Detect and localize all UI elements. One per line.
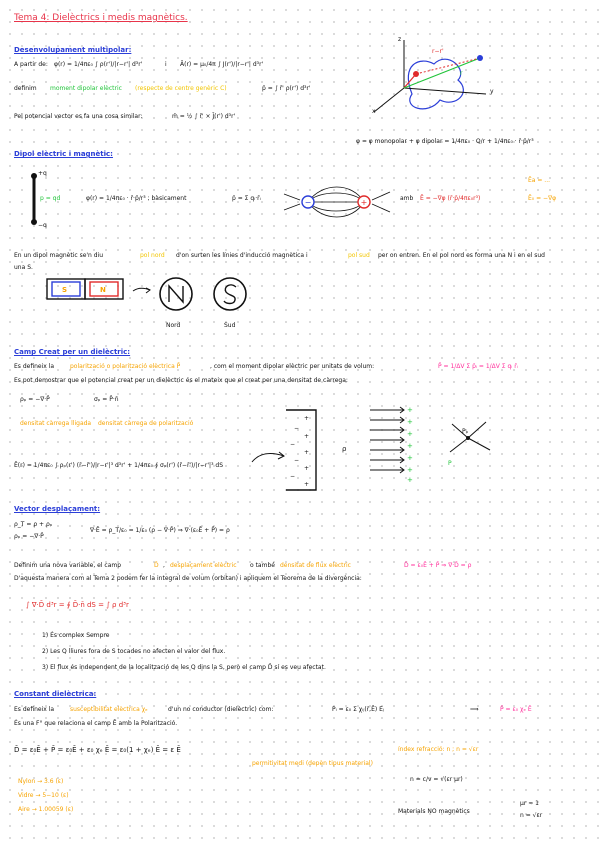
svg-text:+: + xyxy=(407,454,413,462)
formula-n-eq: n = c/v = √(εr μr) xyxy=(410,776,463,783)
heading-dipol: Dipol elèctric i magnètic: xyxy=(14,150,113,158)
text-a-partir: A partir de: xyxy=(14,61,48,68)
svg-text:−: − xyxy=(304,198,312,207)
formula-p-def: p̄ = ∫ r̄' ρ(r') d³r' xyxy=(262,85,311,92)
formula-Pi: Pᵢ = ε₀ Σ χᵢⱼ(r̄,Ē) Eⱼ xyxy=(332,706,384,713)
north-pole-symbol xyxy=(158,276,194,312)
term-pol-sud: pol sud xyxy=(348,252,370,259)
note-mu-r: μr ≈ 1 xyxy=(520,800,539,807)
formula-n-result: n = √εr xyxy=(520,812,543,819)
term-pol-nord: pol nord xyxy=(140,252,165,259)
page-title: Tema 4: Dielèctrics i medis magnètics. xyxy=(14,13,188,23)
magnet-pole-N: N xyxy=(100,286,106,294)
example-nylon: Nylon → 3.6 (ε) xyxy=(18,778,64,785)
bar-magnet xyxy=(46,278,126,302)
formula-D-eq: D̄ = ε₀Ē + P̄ = ε₀Ē + ε₀ χₑ Ē = ε₀(1 + χₑ) Ē = ε Ē xyxy=(14,746,181,754)
label-plus-q: +q xyxy=(38,170,47,177)
formula-approx: φ ≃ φ monopolar + φ dipolar = 1/4πε₀ · Q/r + 1/4πε₀ · r̄·p̄/r³ xyxy=(356,138,534,145)
svg-text:+: + xyxy=(407,476,413,484)
svg-text:−: − xyxy=(290,473,296,480)
note-Eb: Ē₀ = −∇φ xyxy=(528,195,557,202)
label-rho: ρ xyxy=(342,445,347,453)
formula-rho-total: ρ_T = ρ + ρₚ xyxy=(14,521,53,528)
label-P-point: P xyxy=(448,460,452,467)
label-y: y xyxy=(490,88,494,95)
formula-P-final: P̄ = ε₀ χₑ Ē xyxy=(500,706,532,713)
text-tambe: o també xyxy=(250,562,275,569)
svg-text:+: + xyxy=(407,418,413,426)
note-index-refraccio: índex refracció: n ; n = √εr xyxy=(398,746,479,753)
svg-text:+: + xyxy=(304,449,310,456)
svg-text:−: − xyxy=(294,457,300,464)
formula-phi: φ(r) = 1/4πε₀ ∫ ρ(r')/|r−r'| d³r' xyxy=(54,61,143,68)
vector-r-minus-rprime xyxy=(416,58,480,74)
text-mag-3: per on entren. En el pol nord es forma una N i en el sud xyxy=(378,252,545,259)
svg-text:+: + xyxy=(304,481,310,488)
formula-sigma-p: σₚ = P̄·n̄ xyxy=(94,396,119,403)
note-permitivitat: permitivitat medi (depèn tipus material) xyxy=(252,760,373,767)
label-x: x xyxy=(372,108,376,115)
text-and: i xyxy=(165,61,167,68)
note-densitat-lligada: densitat càrrega lligada xyxy=(20,420,92,427)
svg-text:+: + xyxy=(360,198,368,207)
heading-vector-desplacament: Vector desplaçament: xyxy=(14,505,101,513)
term-densitat-flux: densitat de flux elèctric xyxy=(280,562,351,569)
label-nord: Nord xyxy=(166,322,181,329)
formula-rho-pol: ρₚ = −∇·P̄ xyxy=(14,533,44,540)
heading-constant-dielectrica: Constant dielèctrica: xyxy=(14,690,97,698)
term-desplacament: desplaçament elèctric xyxy=(170,562,237,569)
coordinate-diagram xyxy=(360,38,500,123)
point-charge-polarization xyxy=(438,410,502,466)
arrow-icon xyxy=(132,286,152,294)
list-item-1: 1) És complex Sempre xyxy=(42,632,110,639)
heading-multipolar: Desenvolupament multipolar: xyxy=(14,46,132,54)
dipole-field-lines xyxy=(282,180,392,224)
formula-D-def: D̄ = ε₀Ē + P̄ ⇒ ∇·D̄ = ρ xyxy=(404,562,472,569)
label-Pp: Pₚ xyxy=(462,428,469,435)
arrow-implies: ⟹ xyxy=(470,706,479,713)
formula-phi-dipole: φ(r) = 1/4πε₀ · r̄·p̄/r³ ; bàsicament xyxy=(86,195,187,202)
text-pot-mag: Pel potencial vector es fa una cosa similar: xyxy=(14,113,143,120)
axis-y xyxy=(404,88,486,94)
label-r-minus-rprime: r−r' xyxy=(432,48,444,55)
charge-region xyxy=(408,59,463,109)
text-moment-volum: , com el moment dipolar elèctric per unitats de volum: xyxy=(210,363,375,370)
text-mag-4: una S. xyxy=(14,264,33,271)
svg-text:+: + xyxy=(407,466,413,474)
formula-P-def: P̄ = 1/ΔV Σ p̄ᵢ = 1/ΔV Σ qᵢ r̄ᵢ xyxy=(438,363,518,370)
heading-camp-dielectric: Camp Creat per un dielèctric: xyxy=(14,348,131,356)
label-r: r xyxy=(460,70,463,77)
formula-E-dipole: Ē = −∇φ (r̄·p̄/4πε₀r³) xyxy=(420,195,481,202)
svg-text:+: + xyxy=(304,415,310,422)
text-no-magnetics: Materials NO magnètics xyxy=(398,808,470,815)
svg-text:+: + xyxy=(407,442,413,450)
term-polaritzacio: polarització o polarització elèctrica P̄ xyxy=(70,363,181,370)
label-sud: Sud xyxy=(224,322,236,329)
text-defineix: Es defineix la xyxy=(14,363,55,370)
example-aire: Aire → 1.00059 (ε) xyxy=(18,806,74,813)
term-susceptibilitat: susceptibilitat elèctrica χₑ xyxy=(70,706,148,713)
text-comma: , xyxy=(163,562,165,569)
text-defineix-susc: Es defineix la xyxy=(14,706,55,713)
text-mag-1: En un dipol magnètic se'n diu xyxy=(14,252,104,259)
note-centre: (respecte de centre genèric C) xyxy=(135,85,227,92)
label-p-qd: p = qd xyxy=(40,195,61,202)
field-point xyxy=(477,55,483,61)
svg-text:+: + xyxy=(304,465,310,472)
text-definim-variable: Definim una nova variable, el camp xyxy=(14,562,122,569)
formula-gauss: ∇·Ē = ρ_T/ε₀ = 1/ε₀ (ρ − ∇·P̄) ⇒ ∇·(ε₀Ē + P̄) = ρ xyxy=(90,527,230,534)
note-Ea: Ēa = ... xyxy=(528,177,551,184)
label-z: z xyxy=(398,36,402,43)
text-tema2: D'aquesta manera com al Tema 2 podem fer la integral de volum (orbitan) i apliquem el Teorema de la divergència: xyxy=(14,575,362,582)
source-point xyxy=(413,71,419,77)
formula-rho-p: ρₚ = −∇·P̄ xyxy=(20,396,50,403)
polarized-slab xyxy=(282,408,328,494)
svg-text:+: + xyxy=(407,430,413,438)
text-no-conductor: d'un no conductor (dielèctric) com: xyxy=(168,706,274,713)
magnet-pole-S: S xyxy=(62,286,68,294)
term-D: D̄ xyxy=(154,562,159,569)
field-arrows-block xyxy=(368,404,416,484)
axis-x xyxy=(374,88,404,112)
list-item-2: 2) Les Q lliures fora de S tocades no afecten el valor del flux. xyxy=(42,648,226,655)
label-minus-q: −q xyxy=(38,222,47,229)
text-relaciona: És una F° que relaciona el camp Ē amb la Polarització. xyxy=(14,720,178,727)
note-densitat-polaritzacio: densitat càrrega de polarització xyxy=(98,420,194,427)
formula-p-sum: p̄ = Σ qᵢ·r̄ᵢ xyxy=(232,195,261,202)
formula-A: Ā(r) = μ₀/4π ∫ J(r')/|r−r'| d³r' xyxy=(180,61,264,68)
svg-text:+: + xyxy=(407,406,413,414)
list-item-3: 3) El flux és independent de la localització de les Q dins la S, però el camp D̄ sí es veu afectat. xyxy=(42,664,326,671)
formula-E-field: Ē(r) = 1/4πε₀ ∫ ρₚ(r') (r̄−r̄')/|r−r'|³ d³r' + 1/4πε₀ ∮ σₚ(r') (r̄−r̄')/|r−r'|³ dS xyxy=(14,462,224,469)
term-moment-dipolar: moment dipolar elèctric xyxy=(50,85,122,92)
text-amb: amb xyxy=(400,195,414,202)
curved-arrow-icon xyxy=(250,448,286,466)
example-vidre: Vidre → 5−10 (ε) xyxy=(18,792,69,799)
formula-divergence: ∫ ∇·D̄ d³r = ∮ D̄·n̄ dS = ∫ ρ d³r xyxy=(26,601,129,609)
svg-text:+: + xyxy=(304,433,310,440)
text-demostrar: Es pot demostrar que el potencial creat per un dielèctric és el mateix que el creat per una densitat de càrrega: xyxy=(14,377,348,384)
text-definim: definim xyxy=(14,85,37,92)
svg-text:−: − xyxy=(290,441,296,448)
south-pole-symbol xyxy=(212,276,248,312)
svg-text:−: − xyxy=(294,425,300,432)
text-mag-2: d'on surten les línies d'inducció magnètica i xyxy=(176,252,308,259)
formula-m-def: m̄ = ½ ∫ r̄' × J̄(r') d³r' xyxy=(172,113,236,120)
